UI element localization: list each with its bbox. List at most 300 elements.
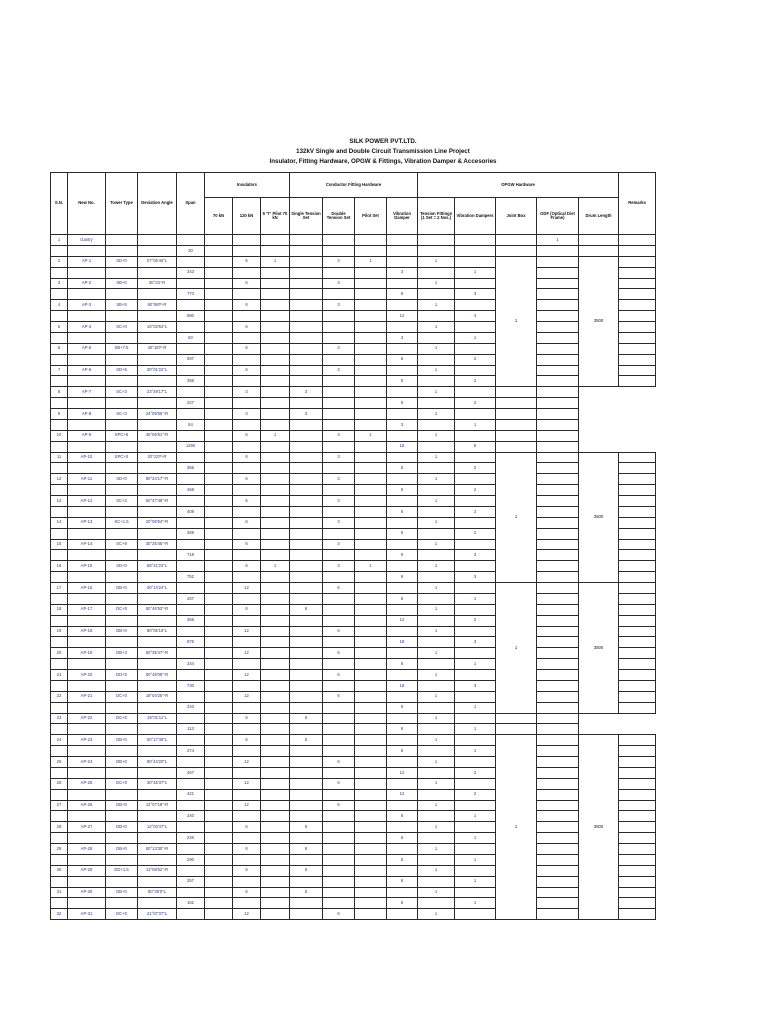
cell-empty bbox=[418, 289, 455, 300]
cell-odf-empty bbox=[537, 735, 579, 746]
cell-empty bbox=[205, 354, 233, 365]
table-row bbox=[51, 844, 656, 855]
cell-empty bbox=[138, 311, 177, 322]
cell-new-no: AP-31 bbox=[68, 909, 106, 920]
cell-remarks bbox=[619, 332, 656, 343]
cell-span-empty bbox=[177, 430, 205, 441]
cell-70kn bbox=[205, 278, 233, 289]
cell-empty bbox=[323, 289, 355, 300]
cell-tension-fittings: 1 bbox=[418, 387, 455, 398]
cell-empty bbox=[323, 898, 355, 909]
cell-empty bbox=[355, 898, 387, 909]
cell-remarks bbox=[619, 746, 656, 757]
cell-empty bbox=[205, 419, 233, 430]
cell-120kn: 6 bbox=[233, 343, 261, 354]
group-header-insulators: Insulators bbox=[205, 173, 290, 198]
cell-vibration-dampers: 1 bbox=[455, 876, 496, 887]
cell-pilot-70kn bbox=[261, 322, 290, 333]
cell-70kn bbox=[205, 496, 233, 507]
cell-vibration-dampers: 1 bbox=[455, 419, 496, 430]
cell-single-tension bbox=[290, 430, 323, 441]
cell-vibration-dampers: 1 bbox=[455, 898, 496, 909]
cell-tower-type: DC+0 bbox=[106, 778, 138, 789]
cell-new-no: AP-4 bbox=[68, 322, 106, 333]
cell-empty bbox=[106, 289, 138, 300]
cell-empty bbox=[68, 376, 106, 387]
cell-span: 356 bbox=[177, 376, 205, 387]
table-row bbox=[51, 670, 656, 681]
cell-120kn: 3 bbox=[233, 387, 261, 398]
cell-double-tension: 3 bbox=[323, 561, 355, 572]
cell-120kn: 6 bbox=[233, 322, 261, 333]
cell-remarks bbox=[537, 430, 579, 441]
cell-pilot-set bbox=[355, 757, 387, 768]
cell-empty bbox=[418, 267, 455, 278]
cell-empty bbox=[233, 289, 261, 300]
table-row bbox=[51, 887, 656, 898]
cell-empty bbox=[290, 550, 323, 561]
cell-empty bbox=[106, 615, 138, 626]
cell-empty bbox=[138, 354, 177, 365]
cell-odf-empty bbox=[537, 789, 579, 800]
cell-double-tension: 3 bbox=[323, 300, 355, 311]
cell-120kn: 12 bbox=[233, 757, 261, 768]
cell-remarks bbox=[619, 800, 656, 811]
cell-120kn: 6 bbox=[233, 365, 261, 376]
cell-vibration-dampers-empty bbox=[455, 909, 496, 920]
cell-120kn: 6 bbox=[233, 256, 261, 267]
sheet-subtitle: Insulator, Fitting Hardware, OPGW & Fittings, Vibration Damper & Accesories bbox=[269, 158, 497, 165]
cell-remarks bbox=[619, 583, 656, 594]
cell-empty bbox=[51, 724, 68, 735]
cell-empty bbox=[290, 833, 323, 844]
cell-span: 597 bbox=[177, 354, 205, 365]
cell-new-no: AP-15 bbox=[68, 561, 106, 572]
cell-odf-empty bbox=[537, 528, 579, 539]
cell-tension-fittings: 1 bbox=[418, 300, 455, 311]
cell-sn: 30 bbox=[51, 865, 68, 876]
cell-empty bbox=[51, 593, 68, 604]
cell-vibration-dampers: 2 bbox=[455, 615, 496, 626]
cell-empty bbox=[106, 680, 138, 691]
cell-double-tension: 6 bbox=[323, 800, 355, 811]
cell-empty bbox=[261, 854, 290, 865]
cell-single-tension bbox=[290, 561, 323, 572]
cell-odf-empty bbox=[537, 822, 579, 833]
cell-empty bbox=[68, 637, 106, 648]
col-header-deviation-angle: Deviation Angle bbox=[138, 173, 177, 235]
cell-remarks bbox=[619, 463, 656, 474]
cell-empty bbox=[355, 811, 387, 822]
cell-empty bbox=[233, 354, 261, 365]
cell-empty bbox=[418, 680, 455, 691]
cell-odf-empty bbox=[537, 496, 579, 507]
cell-vibration-dampers: 1 bbox=[455, 833, 496, 844]
cell-single-tension: 6 bbox=[290, 887, 323, 898]
cell-double-tension: 6 bbox=[323, 583, 355, 594]
cell-deviation-angle: 19°01'11"L bbox=[138, 713, 177, 724]
cell-empty bbox=[138, 289, 177, 300]
cell-empty bbox=[68, 746, 106, 757]
cell-empty bbox=[418, 506, 455, 517]
cell-sn: 11 bbox=[51, 452, 68, 463]
cell-empty bbox=[261, 898, 290, 909]
cell-empty bbox=[323, 659, 355, 670]
cell-odf-empty bbox=[496, 398, 537, 409]
cell-vibration-dampers: 2 bbox=[455, 376, 496, 387]
cell-odf-empty bbox=[537, 637, 579, 648]
cell-single-tension bbox=[290, 278, 323, 289]
cell-empty bbox=[323, 550, 355, 561]
cell-empty bbox=[106, 659, 138, 670]
span-row bbox=[51, 419, 656, 430]
cell-empty bbox=[233, 441, 261, 452]
cell-vibration-dampers: 1 bbox=[455, 593, 496, 604]
cell-pilot-set bbox=[355, 474, 387, 485]
cell-pilot-70kn bbox=[261, 235, 290, 246]
cell-deviation-angle: 60°59'F-R bbox=[138, 300, 177, 311]
cell-single-tension bbox=[290, 757, 323, 768]
cell-vibration-damper-empty bbox=[387, 713, 418, 724]
cell-empty bbox=[205, 659, 233, 670]
cell-vibration-damper bbox=[387, 245, 418, 256]
cell-tension-fittings: 1 bbox=[418, 865, 455, 876]
cell-vibration-damper-empty bbox=[387, 822, 418, 833]
cell-odf-empty bbox=[537, 854, 579, 865]
cell-double-tension: 6 bbox=[323, 909, 355, 920]
cell-double-tension bbox=[323, 887, 355, 898]
cell-empty bbox=[261, 724, 290, 735]
cell-empty bbox=[205, 245, 233, 256]
cell-empty bbox=[233, 637, 261, 648]
cell-single-tension bbox=[290, 496, 323, 507]
cell-new-no: AP-10 bbox=[68, 452, 106, 463]
cell-remarks bbox=[619, 322, 656, 333]
cell-empty bbox=[233, 876, 261, 887]
cell-span: 752 bbox=[177, 572, 205, 583]
cell-empty bbox=[138, 441, 177, 452]
cell-double-tension bbox=[323, 865, 355, 876]
cell-single-tension: 6 bbox=[290, 865, 323, 876]
cell-empty bbox=[355, 789, 387, 800]
cell-empty bbox=[106, 702, 138, 713]
cell-deviation-angle: 21°07'37"L bbox=[138, 909, 177, 920]
cell-remarks bbox=[619, 311, 656, 322]
cell-empty bbox=[355, 680, 387, 691]
cell-empty bbox=[106, 311, 138, 322]
cell-remarks bbox=[537, 409, 579, 420]
cell-single-tension bbox=[290, 539, 323, 550]
cell-empty bbox=[323, 376, 355, 387]
cell-tower-type: SC+1.5 bbox=[106, 517, 138, 528]
cell-double-tension bbox=[323, 713, 355, 724]
cell-double-tension: 3 bbox=[323, 365, 355, 376]
cell-deviation-angle: 30°45'37"L bbox=[138, 778, 177, 789]
cell-remarks bbox=[619, 680, 656, 691]
cell-empty bbox=[138, 898, 177, 909]
cell-span: 409 bbox=[177, 506, 205, 517]
cell-vibration-dampers: 1 bbox=[455, 724, 496, 735]
cell-empty bbox=[205, 724, 233, 735]
cell-odf-empty bbox=[537, 648, 579, 659]
cell-remarks bbox=[619, 811, 656, 822]
table-row bbox=[51, 430, 656, 441]
cell-odf-empty bbox=[537, 865, 579, 876]
cell-empty bbox=[51, 876, 68, 887]
cell-pilot-70kn bbox=[261, 778, 290, 789]
group-header-conductor-hardware: Conductor Fitting Hardware bbox=[290, 173, 418, 198]
cell-pilot-70kn bbox=[261, 800, 290, 811]
cell-vibration-dampers-empty bbox=[455, 300, 496, 311]
cell-vibration-damper-empty bbox=[387, 604, 418, 615]
cell-pilot-set bbox=[355, 887, 387, 898]
cell-empty bbox=[138, 506, 177, 517]
cell-120kn: 6 bbox=[233, 496, 261, 507]
cell-70kn bbox=[205, 713, 233, 724]
table-row bbox=[51, 561, 656, 572]
cell-empty bbox=[418, 441, 455, 452]
cell-vibration-damper: 6 bbox=[387, 876, 418, 887]
cell-remarks bbox=[619, 702, 656, 713]
cell-new-no: AP-1 bbox=[68, 256, 106, 267]
cell-empty bbox=[233, 898, 261, 909]
cell-vibration-dampers-empty bbox=[455, 256, 496, 267]
cell-vibration-damper: 6 bbox=[387, 398, 418, 409]
cell-pilot-70kn bbox=[261, 713, 290, 724]
cell-pilot-70kn bbox=[261, 909, 290, 920]
cell-tension-fittings: 1 bbox=[418, 648, 455, 659]
cell-empty bbox=[51, 463, 68, 474]
cell-empty bbox=[290, 528, 323, 539]
cell-empty bbox=[418, 485, 455, 496]
table-row bbox=[51, 865, 656, 876]
cell-empty bbox=[138, 245, 177, 256]
cell-tension-fittings: 1 bbox=[418, 256, 455, 267]
cell-70kn bbox=[205, 648, 233, 659]
cell-remarks bbox=[537, 724, 579, 735]
cell-pilot-70kn bbox=[261, 496, 290, 507]
cell-empty bbox=[355, 485, 387, 496]
cell-vibration-dampers-empty bbox=[455, 452, 496, 463]
cell-vibration-damper-empty bbox=[387, 626, 418, 637]
cell-new-no: AP-7 bbox=[68, 387, 106, 398]
cell-empty bbox=[355, 441, 387, 452]
cell-new-no: AP-26 bbox=[68, 800, 106, 811]
cell-pilot-70kn: 1 bbox=[261, 430, 290, 441]
cell-deviation-angle: 13°08'52"-R bbox=[138, 865, 177, 876]
col-header-new-no: New No. bbox=[68, 173, 106, 235]
cell-remarks bbox=[619, 343, 656, 354]
cell-sn: 27 bbox=[51, 800, 68, 811]
cell-remarks bbox=[619, 767, 656, 778]
cell-empty bbox=[205, 332, 233, 343]
cell-odf-empty bbox=[537, 767, 579, 778]
cell-sn: 1 bbox=[51, 235, 68, 246]
cell-empty bbox=[233, 746, 261, 757]
cell-double-tension: 6 bbox=[323, 648, 355, 659]
cell-remarks bbox=[619, 528, 656, 539]
cell-empty bbox=[290, 898, 323, 909]
cell-vibration-dampers-empty bbox=[455, 691, 496, 702]
cell-empty bbox=[323, 311, 355, 322]
cell-empty bbox=[290, 572, 323, 583]
cell-odf-empty bbox=[537, 593, 579, 604]
cell-empty bbox=[290, 441, 323, 452]
cell-remarks bbox=[619, 474, 656, 485]
cell-odf-empty bbox=[537, 670, 579, 681]
cell-empty bbox=[68, 485, 106, 496]
cell-vibration-damper: 6 bbox=[387, 354, 418, 365]
cell-empty bbox=[290, 746, 323, 757]
span-row bbox=[51, 593, 656, 604]
cell-deviation-angle: 20°06'54"-R bbox=[138, 517, 177, 528]
cell-empty bbox=[205, 267, 233, 278]
cell-empty bbox=[51, 376, 68, 387]
cell-sn: 20 bbox=[51, 648, 68, 659]
table-row bbox=[51, 517, 656, 528]
cell-empty bbox=[261, 354, 290, 365]
cell-empty bbox=[106, 463, 138, 474]
cell-odf-empty bbox=[537, 702, 579, 713]
cell-empty bbox=[68, 789, 106, 800]
cell-drum-length: 3500 bbox=[579, 452, 619, 583]
cell-120kn: 12 bbox=[233, 670, 261, 681]
cell-empty bbox=[261, 311, 290, 322]
cell-tower-type: DD+1.5 bbox=[106, 865, 138, 876]
cell-vibration-damper-empty bbox=[387, 452, 418, 463]
cell-120kn: 12 bbox=[233, 691, 261, 702]
cell-vibration-dampers: 1 bbox=[455, 659, 496, 670]
cell-empty bbox=[355, 289, 387, 300]
cell-drum-length-empty bbox=[579, 235, 619, 246]
cell-empty bbox=[323, 441, 355, 452]
cell-pilot-set bbox=[355, 865, 387, 876]
cell-remarks bbox=[619, 670, 656, 681]
cell-empty bbox=[138, 876, 177, 887]
cell-empty bbox=[205, 876, 233, 887]
cell-empty bbox=[323, 572, 355, 583]
cell-vibration-damper: 6 bbox=[387, 376, 418, 387]
cell-empty bbox=[355, 528, 387, 539]
cell-vibration-dampers-empty bbox=[455, 757, 496, 768]
cell-empty bbox=[205, 550, 233, 561]
cell-empty bbox=[233, 811, 261, 822]
cell-vibration-damper: 6 bbox=[387, 854, 418, 865]
cell-empty bbox=[68, 659, 106, 670]
cell-tension-fittings: 1 bbox=[418, 322, 455, 333]
cell-odf-empty bbox=[537, 811, 579, 822]
cell-deviation-angle: 24°09'55"-R bbox=[138, 409, 177, 420]
cell-vibration-damper-empty bbox=[387, 887, 418, 898]
cell-tension-fittings: 1 bbox=[418, 561, 455, 572]
cell-double-tension: 3 bbox=[323, 474, 355, 485]
cell-empty bbox=[233, 854, 261, 865]
cell-empty bbox=[68, 506, 106, 517]
cell-empty bbox=[261, 680, 290, 691]
cell-double-tension bbox=[323, 604, 355, 615]
cell-remarks bbox=[619, 235, 656, 246]
cell-span-empty bbox=[177, 757, 205, 768]
cell-70kn bbox=[205, 409, 233, 420]
cell-pilot-70kn bbox=[261, 278, 290, 289]
cell-remarks bbox=[619, 561, 656, 572]
cell-empty bbox=[261, 702, 290, 713]
cell-empty bbox=[323, 702, 355, 713]
cell-span-empty bbox=[177, 691, 205, 702]
cell-tower-type: DB+0 bbox=[106, 822, 138, 833]
cell-empty bbox=[290, 615, 323, 626]
cell-pilot-set bbox=[355, 604, 387, 615]
cell-empty bbox=[418, 876, 455, 887]
cell-empty bbox=[68, 724, 106, 735]
cell-70kn bbox=[205, 452, 233, 463]
cell-odf-empty bbox=[537, 604, 579, 615]
col-header-120kn: 120 kN bbox=[233, 198, 261, 235]
cell-span-empty bbox=[177, 235, 205, 246]
cell-span-empty bbox=[177, 735, 205, 746]
cell-span-empty bbox=[177, 822, 205, 833]
cell-empty bbox=[261, 811, 290, 822]
cell-tower-type: DC+0 bbox=[106, 604, 138, 615]
cell-vibration-dampers bbox=[455, 245, 496, 256]
cell-odf-empty bbox=[537, 909, 579, 920]
cell-pilot-70kn bbox=[261, 887, 290, 898]
cell-pilot-set bbox=[355, 670, 387, 681]
cell-empty bbox=[205, 593, 233, 604]
cell-vibration-damper: 3 bbox=[387, 419, 418, 430]
cell-empty bbox=[51, 311, 68, 322]
cell-empty bbox=[51, 550, 68, 561]
cell-tension-fittings: 1 bbox=[418, 735, 455, 746]
cell-remarks bbox=[619, 376, 656, 387]
span-row bbox=[51, 267, 656, 278]
cell-empty bbox=[51, 615, 68, 626]
cell-single-tension bbox=[290, 626, 323, 637]
cell-vibration-dampers: 2 bbox=[455, 789, 496, 800]
cell-vibration-dampers-empty bbox=[455, 626, 496, 637]
cell-vibration-dampers-empty bbox=[455, 800, 496, 811]
cell-empty bbox=[138, 398, 177, 409]
cell-empty bbox=[68, 680, 106, 691]
cell-empty bbox=[106, 550, 138, 561]
cell-pilot-70kn: 1 bbox=[261, 561, 290, 572]
cell-span-empty bbox=[177, 539, 205, 550]
cell-vibration-dampers: 3 bbox=[455, 637, 496, 648]
cell-70kn bbox=[205, 865, 233, 876]
cell-empty bbox=[106, 528, 138, 539]
cell-span: 290 bbox=[177, 854, 205, 865]
cell-remarks bbox=[619, 876, 656, 887]
cell-pilot-70kn bbox=[261, 604, 290, 615]
cell-120kn: 6 bbox=[233, 865, 261, 876]
cell-vibration-damper: 9 bbox=[387, 550, 418, 561]
cell-span-empty bbox=[177, 583, 205, 594]
cell-120kn: 6 bbox=[233, 300, 261, 311]
cell-pilot-set bbox=[355, 496, 387, 507]
cell-vibration-damper-empty bbox=[387, 735, 418, 746]
cell-tower-type: SD+6 bbox=[106, 365, 138, 376]
cell-empty bbox=[355, 463, 387, 474]
cell-span: 30 bbox=[177, 245, 205, 256]
cell-tension-fittings bbox=[418, 235, 455, 246]
cell-deviation-angle: 50°47'46"-R bbox=[138, 496, 177, 507]
cell-empty bbox=[290, 506, 323, 517]
cell-empty bbox=[205, 441, 233, 452]
cell-tension-fittings: 1 bbox=[418, 713, 455, 724]
cell-empty bbox=[233, 724, 261, 735]
cell-vibration-dampers-empty bbox=[455, 822, 496, 833]
cell-120kn: 6 bbox=[233, 822, 261, 833]
